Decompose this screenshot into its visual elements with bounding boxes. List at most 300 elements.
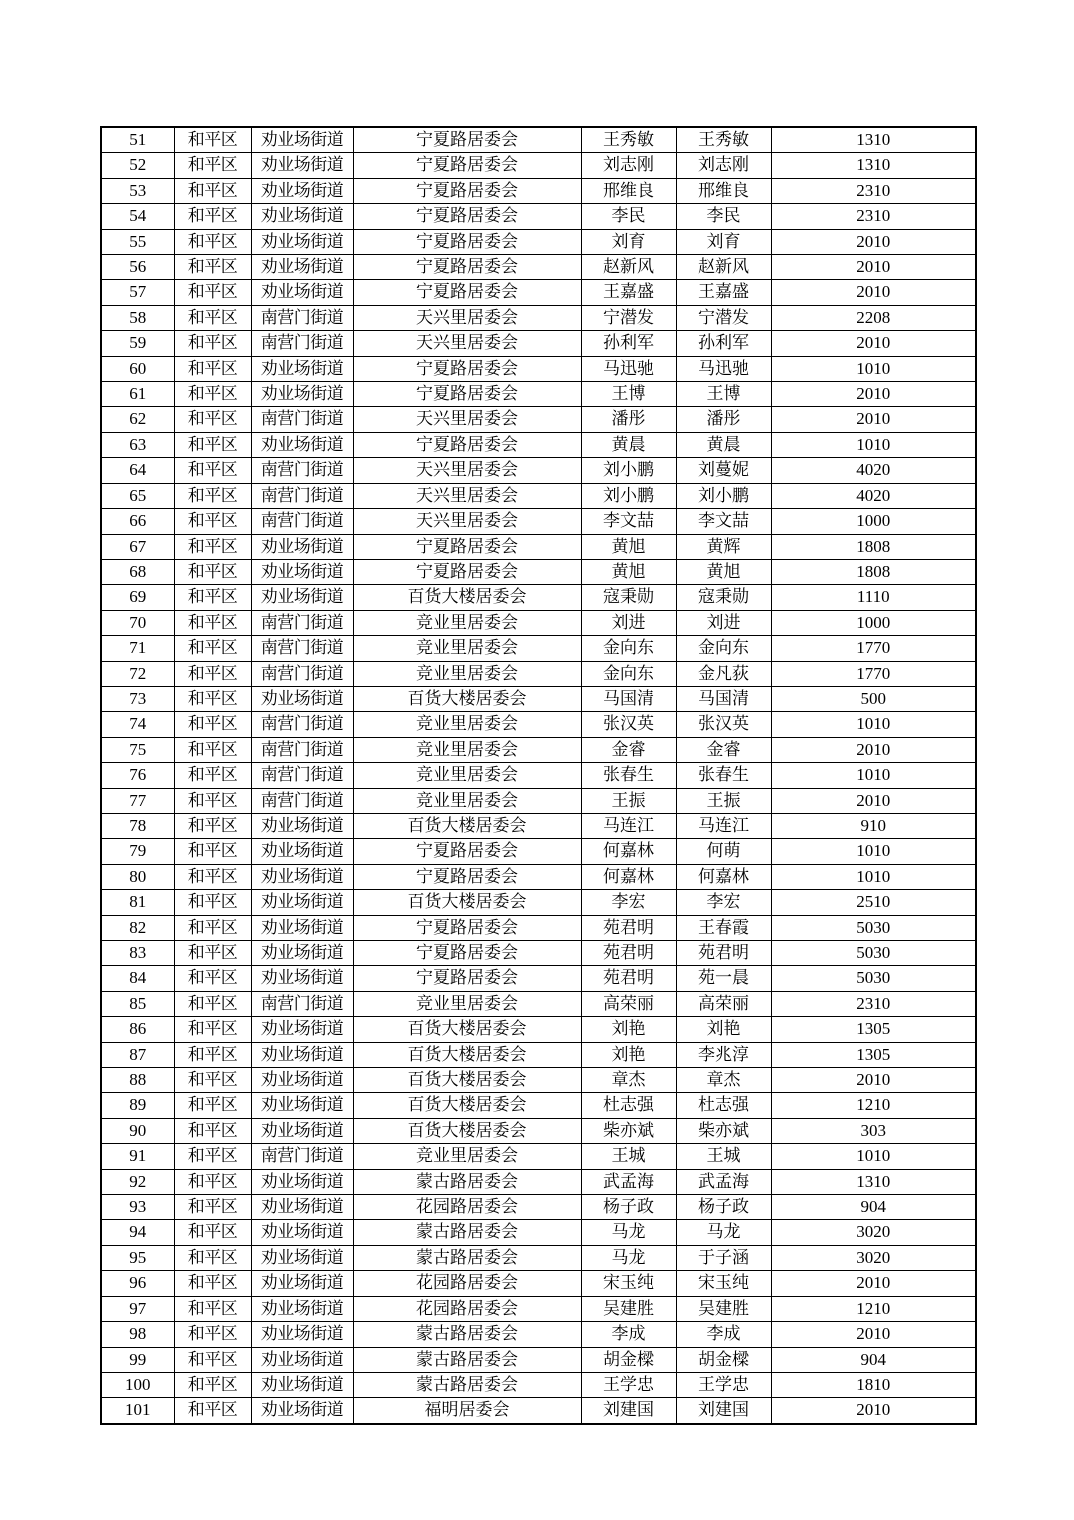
cell-district: 和平区 bbox=[174, 509, 251, 534]
cell-index: 80 bbox=[101, 864, 174, 889]
cell-index: 74 bbox=[101, 712, 174, 737]
cell-index: 52 bbox=[101, 153, 174, 178]
cell-district: 和平区 bbox=[174, 1372, 251, 1397]
cell-index: 76 bbox=[101, 763, 174, 788]
cell-district: 和平区 bbox=[174, 178, 251, 203]
cell-index: 57 bbox=[101, 280, 174, 305]
cell-index: 93 bbox=[101, 1195, 174, 1220]
cell-index: 56 bbox=[101, 255, 174, 280]
cell-district: 和平区 bbox=[174, 153, 251, 178]
table-row bbox=[101, 255, 976, 280]
cell-index: 65 bbox=[101, 483, 174, 508]
cell-street: 劝业场街道 bbox=[251, 1398, 353, 1424]
cell-name-a: 苑君明 bbox=[581, 966, 676, 991]
cell-name-b: 王嘉盛 bbox=[676, 280, 771, 305]
table-row bbox=[101, 356, 976, 381]
cell-committee: 蒙古路居委会 bbox=[353, 1372, 581, 1397]
cell-street: 劝业场街道 bbox=[251, 432, 353, 457]
table-row bbox=[101, 1017, 976, 1042]
cell-district: 和平区 bbox=[174, 458, 251, 483]
cell-name-a: 寇秉勋 bbox=[581, 585, 676, 610]
cell-district: 和平区 bbox=[174, 1042, 251, 1067]
cell-index: 68 bbox=[101, 559, 174, 584]
cell-committee: 宁夏路居委会 bbox=[353, 839, 581, 864]
table-row bbox=[101, 153, 976, 178]
cell-amount: 3020 bbox=[771, 1220, 976, 1245]
cell-street: 劝业场街道 bbox=[251, 127, 353, 153]
table-row bbox=[101, 864, 976, 889]
cell-name-a: 王城 bbox=[581, 1144, 676, 1169]
cell-name-a: 刘志刚 bbox=[581, 153, 676, 178]
cell-amount: 2010 bbox=[771, 788, 976, 813]
cell-amount: 303 bbox=[771, 1118, 976, 1143]
cell-index: 90 bbox=[101, 1118, 174, 1143]
cell-district: 和平区 bbox=[174, 864, 251, 889]
cell-district: 和平区 bbox=[174, 712, 251, 737]
cell-index: 64 bbox=[101, 458, 174, 483]
cell-committee: 宁夏路居委会 bbox=[353, 559, 581, 584]
cell-committee: 宁夏路居委会 bbox=[353, 534, 581, 559]
cell-committee: 宁夏路居委会 bbox=[353, 864, 581, 889]
cell-name-a: 王嘉盛 bbox=[581, 280, 676, 305]
cell-index: 62 bbox=[101, 407, 174, 432]
cell-name-a: 马连江 bbox=[581, 813, 676, 838]
cell-amount: 2010 bbox=[771, 382, 976, 407]
cell-amount: 1010 bbox=[771, 356, 976, 381]
table-row bbox=[101, 127, 976, 153]
cell-name-b: 李民 bbox=[676, 204, 771, 229]
table-row bbox=[101, 305, 976, 330]
cell-name-a: 赵新风 bbox=[581, 255, 676, 280]
cell-street: 劝业场街道 bbox=[251, 559, 353, 584]
cell-street: 南营门街道 bbox=[251, 305, 353, 330]
cell-street: 劝业场街道 bbox=[251, 1169, 353, 1194]
cell-amount: 2010 bbox=[771, 1398, 976, 1424]
table-row bbox=[101, 1068, 976, 1093]
cell-index: 69 bbox=[101, 585, 174, 610]
cell-district: 和平区 bbox=[174, 763, 251, 788]
cell-committee: 天兴里居委会 bbox=[353, 509, 581, 534]
cell-amount: 1310 bbox=[771, 127, 976, 153]
cell-district: 和平区 bbox=[174, 890, 251, 915]
cell-district: 和平区 bbox=[174, 255, 251, 280]
cell-committee: 百货大楼居委会 bbox=[353, 686, 581, 711]
table-row bbox=[101, 458, 976, 483]
cell-name-b: 马迅驰 bbox=[676, 356, 771, 381]
cell-committee: 竞业里居委会 bbox=[353, 636, 581, 661]
cell-amount: 2010 bbox=[771, 407, 976, 432]
cell-committee: 宁夏路居委会 bbox=[353, 153, 581, 178]
cell-name-a: 金睿 bbox=[581, 737, 676, 762]
cell-index: 89 bbox=[101, 1093, 174, 1118]
cell-committee: 竞业里居委会 bbox=[353, 991, 581, 1016]
table-body bbox=[101, 127, 976, 1424]
cell-district: 和平区 bbox=[174, 229, 251, 254]
cell-name-a: 宁潜发 bbox=[581, 305, 676, 330]
cell-index: 55 bbox=[101, 229, 174, 254]
table-row bbox=[101, 483, 976, 508]
cell-committee: 花园路居委会 bbox=[353, 1195, 581, 1220]
cell-amount: 5030 bbox=[771, 941, 976, 966]
cell-name-b: 马龙 bbox=[676, 1220, 771, 1245]
cell-street: 南营门街道 bbox=[251, 661, 353, 686]
table-row bbox=[101, 1347, 976, 1372]
table-row bbox=[101, 890, 976, 915]
cell-street: 劝业场街道 bbox=[251, 356, 353, 381]
cell-district: 和平区 bbox=[174, 432, 251, 457]
cell-name-a: 李宏 bbox=[581, 890, 676, 915]
cell-amount: 2010 bbox=[771, 1322, 976, 1347]
cell-index: 86 bbox=[101, 1017, 174, 1042]
cell-name-a: 高荣丽 bbox=[581, 991, 676, 1016]
cell-amount: 5030 bbox=[771, 966, 976, 991]
cell-index: 54 bbox=[101, 204, 174, 229]
cell-district: 和平区 bbox=[174, 1118, 251, 1143]
cell-index: 99 bbox=[101, 1347, 174, 1372]
cell-district: 和平区 bbox=[174, 534, 251, 559]
cell-name-b: 刘建国 bbox=[676, 1398, 771, 1424]
cell-name-a: 胡金樑 bbox=[581, 1347, 676, 1372]
cell-street: 劝业场街道 bbox=[251, 915, 353, 940]
cell-index: 60 bbox=[101, 356, 174, 381]
cell-street: 劝业场街道 bbox=[251, 1220, 353, 1245]
cell-name-a: 刘育 bbox=[581, 229, 676, 254]
cell-amount: 1810 bbox=[771, 1372, 976, 1397]
table-row bbox=[101, 1245, 976, 1270]
cell-index: 63 bbox=[101, 432, 174, 457]
cell-committee: 宁夏路居委会 bbox=[353, 255, 581, 280]
cell-amount: 500 bbox=[771, 686, 976, 711]
cell-amount: 904 bbox=[771, 1347, 976, 1372]
cell-district: 和平区 bbox=[174, 915, 251, 940]
cell-street: 劝业场街道 bbox=[251, 1271, 353, 1296]
cell-amount: 1310 bbox=[771, 153, 976, 178]
cell-committee: 宁夏路居委会 bbox=[353, 915, 581, 940]
cell-amount: 4020 bbox=[771, 483, 976, 508]
table-row bbox=[101, 941, 976, 966]
cell-amount: 904 bbox=[771, 1195, 976, 1220]
table-row bbox=[101, 839, 976, 864]
cell-amount: 1010 bbox=[771, 1144, 976, 1169]
cell-street: 劝业场街道 bbox=[251, 585, 353, 610]
cell-name-b: 金凡荻 bbox=[676, 661, 771, 686]
table-container bbox=[100, 126, 975, 1425]
cell-district: 和平区 bbox=[174, 1144, 251, 1169]
cell-name-b: 章杰 bbox=[676, 1068, 771, 1093]
cell-street: 南营门街道 bbox=[251, 712, 353, 737]
cell-street: 劝业场街道 bbox=[251, 686, 353, 711]
cell-name-b: 王城 bbox=[676, 1144, 771, 1169]
cell-name-b: 黄辉 bbox=[676, 534, 771, 559]
cell-district: 和平区 bbox=[174, 941, 251, 966]
cell-index: 73 bbox=[101, 686, 174, 711]
cell-street: 劝业场街道 bbox=[251, 178, 353, 203]
cell-district: 和平区 bbox=[174, 382, 251, 407]
cell-district: 和平区 bbox=[174, 966, 251, 991]
cell-district: 和平区 bbox=[174, 1296, 251, 1321]
cell-index: 70 bbox=[101, 610, 174, 635]
cell-district: 和平区 bbox=[174, 1017, 251, 1042]
cell-name-a: 刘进 bbox=[581, 610, 676, 635]
cell-amount: 2310 bbox=[771, 178, 976, 203]
cell-amount: 1770 bbox=[771, 636, 976, 661]
cell-district: 和平区 bbox=[174, 1068, 251, 1093]
cell-index: 84 bbox=[101, 966, 174, 991]
table-row bbox=[101, 1296, 976, 1321]
cell-committee: 天兴里居委会 bbox=[353, 305, 581, 330]
cell-name-a: 苑君明 bbox=[581, 915, 676, 940]
cell-name-a: 金向东 bbox=[581, 661, 676, 686]
cell-committee: 福明居委会 bbox=[353, 1398, 581, 1424]
table-row bbox=[101, 737, 976, 762]
cell-street: 劝业场街道 bbox=[251, 1296, 353, 1321]
cell-index: 72 bbox=[101, 661, 174, 686]
cell-district: 和平区 bbox=[174, 305, 251, 330]
cell-committee: 百货大楼居委会 bbox=[353, 585, 581, 610]
table-row bbox=[101, 178, 976, 203]
cell-committee: 百货大楼居委会 bbox=[353, 1017, 581, 1042]
cell-name-b: 苑一晨 bbox=[676, 966, 771, 991]
cell-street: 南营门街道 bbox=[251, 763, 353, 788]
cell-index: 88 bbox=[101, 1068, 174, 1093]
cell-index: 58 bbox=[101, 305, 174, 330]
cell-committee: 蒙古路居委会 bbox=[353, 1245, 581, 1270]
cell-index: 96 bbox=[101, 1271, 174, 1296]
cell-index: 61 bbox=[101, 382, 174, 407]
cell-amount: 1010 bbox=[771, 864, 976, 889]
cell-amount: 1770 bbox=[771, 661, 976, 686]
table-row bbox=[101, 610, 976, 635]
cell-committee: 宁夏路居委会 bbox=[353, 966, 581, 991]
cell-amount: 1010 bbox=[771, 712, 976, 737]
cell-name-a: 何嘉林 bbox=[581, 864, 676, 889]
cell-district: 和平区 bbox=[174, 636, 251, 661]
cell-committee: 天兴里居委会 bbox=[353, 331, 581, 356]
cell-district: 和平区 bbox=[174, 1220, 251, 1245]
cell-committee: 百货大楼居委会 bbox=[353, 1118, 581, 1143]
cell-index: 98 bbox=[101, 1322, 174, 1347]
cell-name-b: 黄晨 bbox=[676, 432, 771, 457]
cell-district: 和平区 bbox=[174, 991, 251, 1016]
cell-street: 劝业场街道 bbox=[251, 1347, 353, 1372]
cell-name-a: 宋玉纯 bbox=[581, 1271, 676, 1296]
cell-amount: 1305 bbox=[771, 1042, 976, 1067]
table-row bbox=[101, 712, 976, 737]
table-row bbox=[101, 813, 976, 838]
cell-street: 劝业场街道 bbox=[251, 280, 353, 305]
cell-committee: 竞业里居委会 bbox=[353, 661, 581, 686]
cell-district: 和平区 bbox=[174, 839, 251, 864]
cell-street: 劝业场街道 bbox=[251, 534, 353, 559]
cell-name-a: 邢维良 bbox=[581, 178, 676, 203]
cell-district: 和平区 bbox=[174, 686, 251, 711]
cell-index: 87 bbox=[101, 1042, 174, 1067]
cell-name-b: 何嘉林 bbox=[676, 864, 771, 889]
cell-street: 南营门街道 bbox=[251, 788, 353, 813]
cell-name-a: 章杰 bbox=[581, 1068, 676, 1093]
cell-street: 劝业场街道 bbox=[251, 941, 353, 966]
cell-index: 71 bbox=[101, 636, 174, 661]
cell-street: 劝业场街道 bbox=[251, 204, 353, 229]
cell-name-b: 邢维良 bbox=[676, 178, 771, 203]
cell-index: 91 bbox=[101, 1144, 174, 1169]
cell-street: 南营门街道 bbox=[251, 1144, 353, 1169]
cell-name-b: 刘艳 bbox=[676, 1017, 771, 1042]
cell-amount: 1808 bbox=[771, 559, 976, 584]
cell-street: 劝业场街道 bbox=[251, 864, 353, 889]
cell-street: 劝业场街道 bbox=[251, 255, 353, 280]
cell-name-b: 刘小鹏 bbox=[676, 483, 771, 508]
cell-amount: 2010 bbox=[771, 255, 976, 280]
table-row bbox=[101, 1144, 976, 1169]
cell-name-a: 刘艳 bbox=[581, 1017, 676, 1042]
cell-district: 和平区 bbox=[174, 661, 251, 686]
cell-index: 66 bbox=[101, 509, 174, 534]
cell-name-a: 刘建国 bbox=[581, 1398, 676, 1424]
cell-name-b: 马连江 bbox=[676, 813, 771, 838]
cell-name-a: 何嘉林 bbox=[581, 839, 676, 864]
cell-name-b: 高荣丽 bbox=[676, 991, 771, 1016]
table-row bbox=[101, 1042, 976, 1067]
cell-amount: 2010 bbox=[771, 1271, 976, 1296]
cell-street: 劝业场街道 bbox=[251, 813, 353, 838]
cell-district: 和平区 bbox=[174, 1398, 251, 1424]
cell-district: 和平区 bbox=[174, 280, 251, 305]
cell-street: 劝业场街道 bbox=[251, 229, 353, 254]
cell-name-a: 黄旭 bbox=[581, 534, 676, 559]
cell-amount: 1305 bbox=[771, 1017, 976, 1042]
cell-index: 100 bbox=[101, 1372, 174, 1397]
cell-name-b: 柴亦斌 bbox=[676, 1118, 771, 1143]
cell-amount: 910 bbox=[771, 813, 976, 838]
cell-committee: 宁夏路居委会 bbox=[353, 127, 581, 153]
cell-name-a: 王振 bbox=[581, 788, 676, 813]
table-row bbox=[101, 280, 976, 305]
table-row bbox=[101, 1220, 976, 1245]
cell-index: 77 bbox=[101, 788, 174, 813]
cell-amount: 2208 bbox=[771, 305, 976, 330]
cell-district: 和平区 bbox=[174, 788, 251, 813]
cell-street: 劝业场街道 bbox=[251, 1093, 353, 1118]
cell-name-a: 黄旭 bbox=[581, 559, 676, 584]
cell-name-b: 王学忠 bbox=[676, 1372, 771, 1397]
table-row bbox=[101, 204, 976, 229]
cell-name-a: 吴建胜 bbox=[581, 1296, 676, 1321]
table-row bbox=[101, 229, 976, 254]
cell-name-b: 刘育 bbox=[676, 229, 771, 254]
cell-street: 劝业场街道 bbox=[251, 966, 353, 991]
cell-index: 67 bbox=[101, 534, 174, 559]
cell-name-b: 王博 bbox=[676, 382, 771, 407]
cell-index: 75 bbox=[101, 737, 174, 762]
cell-name-b: 于子涵 bbox=[676, 1245, 771, 1270]
table-row bbox=[101, 915, 976, 940]
cell-index: 51 bbox=[101, 127, 174, 153]
cell-district: 和平区 bbox=[174, 610, 251, 635]
cell-district: 和平区 bbox=[174, 1195, 251, 1220]
cell-index: 81 bbox=[101, 890, 174, 915]
cell-district: 和平区 bbox=[174, 1322, 251, 1347]
cell-name-a: 孙利军 bbox=[581, 331, 676, 356]
table-row bbox=[101, 1271, 976, 1296]
cell-name-b: 黄旭 bbox=[676, 559, 771, 584]
cell-index: 53 bbox=[101, 178, 174, 203]
cell-name-b: 李兆淳 bbox=[676, 1042, 771, 1067]
cell-street: 南营门街道 bbox=[251, 610, 353, 635]
cell-district: 和平区 bbox=[174, 1169, 251, 1194]
table-row bbox=[101, 1169, 976, 1194]
cell-name-a: 马国清 bbox=[581, 686, 676, 711]
table-row bbox=[101, 1322, 976, 1347]
cell-committee: 宁夏路居委会 bbox=[353, 941, 581, 966]
cell-committee: 竞业里居委会 bbox=[353, 763, 581, 788]
cell-committee: 百货大楼居委会 bbox=[353, 1093, 581, 1118]
cell-district: 和平区 bbox=[174, 127, 251, 153]
cell-name-b: 金睿 bbox=[676, 737, 771, 762]
cell-committee: 百货大楼居委会 bbox=[353, 1068, 581, 1093]
cell-district: 和平区 bbox=[174, 559, 251, 584]
cell-name-b: 王振 bbox=[676, 788, 771, 813]
cell-street: 南营门街道 bbox=[251, 458, 353, 483]
cell-name-a: 金向东 bbox=[581, 636, 676, 661]
cell-name-a: 刘小鹏 bbox=[581, 458, 676, 483]
cell-committee: 竞业里居委会 bbox=[353, 610, 581, 635]
cell-name-b: 孙利军 bbox=[676, 331, 771, 356]
cell-index: 97 bbox=[101, 1296, 174, 1321]
cell-index: 85 bbox=[101, 991, 174, 1016]
cell-committee: 宁夏路居委会 bbox=[353, 178, 581, 203]
cell-amount: 2510 bbox=[771, 890, 976, 915]
cell-name-a: 杨子政 bbox=[581, 1195, 676, 1220]
cell-street: 南营门街道 bbox=[251, 331, 353, 356]
cell-amount: 1110 bbox=[771, 585, 976, 610]
cell-district: 和平区 bbox=[174, 1347, 251, 1372]
table-row bbox=[101, 407, 976, 432]
cell-committee: 蒙古路居委会 bbox=[353, 1322, 581, 1347]
table-row bbox=[101, 1118, 976, 1143]
cell-name-a: 刘小鹏 bbox=[581, 483, 676, 508]
cell-street: 劝业场街道 bbox=[251, 1017, 353, 1042]
cell-committee: 天兴里居委会 bbox=[353, 407, 581, 432]
cell-amount: 1210 bbox=[771, 1093, 976, 1118]
cell-amount: 1000 bbox=[771, 610, 976, 635]
cell-amount: 1010 bbox=[771, 763, 976, 788]
cell-name-a: 马龙 bbox=[581, 1220, 676, 1245]
cell-name-b: 刘志刚 bbox=[676, 153, 771, 178]
cell-street: 劝业场街道 bbox=[251, 1322, 353, 1347]
table-row bbox=[101, 763, 976, 788]
cell-name-b: 李成 bbox=[676, 1322, 771, 1347]
cell-district: 和平区 bbox=[174, 585, 251, 610]
cell-district: 和平区 bbox=[174, 1245, 251, 1270]
resident-roster-table bbox=[100, 126, 977, 1425]
cell-name-a: 黄晨 bbox=[581, 432, 676, 457]
cell-amount: 5030 bbox=[771, 915, 976, 940]
cell-district: 和平区 bbox=[174, 1093, 251, 1118]
cell-name-a: 潘彤 bbox=[581, 407, 676, 432]
cell-amount: 4020 bbox=[771, 458, 976, 483]
cell-district: 和平区 bbox=[174, 407, 251, 432]
table-row bbox=[101, 991, 976, 1016]
table-row bbox=[101, 382, 976, 407]
cell-street: 南营门街道 bbox=[251, 991, 353, 1016]
cell-street: 南营门街道 bbox=[251, 509, 353, 534]
table-row bbox=[101, 331, 976, 356]
cell-amount: 1000 bbox=[771, 509, 976, 534]
cell-name-b: 宋玉纯 bbox=[676, 1271, 771, 1296]
cell-name-a: 李成 bbox=[581, 1322, 676, 1347]
cell-name-a: 李民 bbox=[581, 204, 676, 229]
